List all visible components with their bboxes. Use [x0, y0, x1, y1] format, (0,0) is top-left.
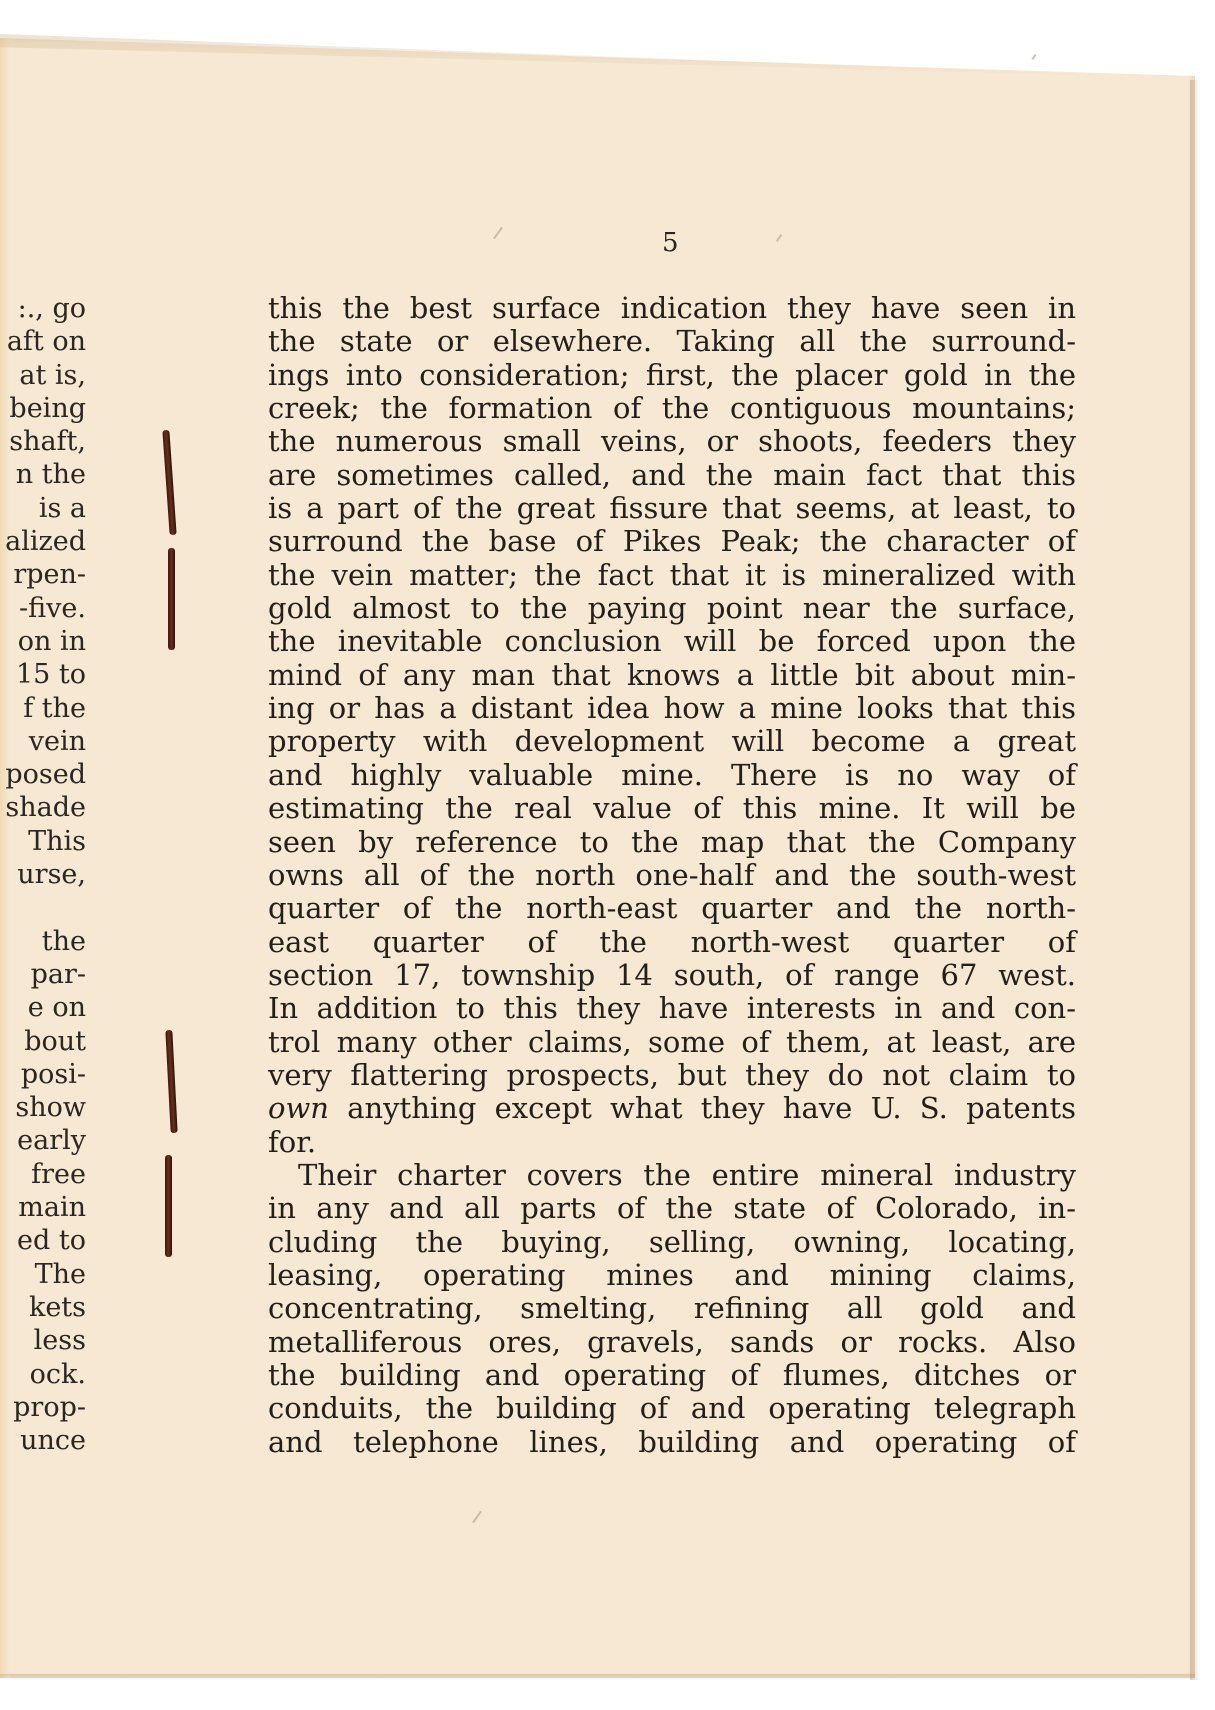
- left-page-line: urse,: [17, 859, 86, 891]
- left-page-line: main: [18, 1192, 86, 1224]
- left-page-line: bout: [24, 1025, 86, 1057]
- left-page-text-fragments: [0, 292, 92, 1457]
- left-page-line: shade: [5, 792, 86, 824]
- body-text: [268, 292, 1076, 1459]
- page-bottom-edge: [0, 1674, 1195, 1680]
- paragraph2-line: conduits, the building of and operating telegraph: [268, 1391, 1076, 1426]
- binding-stitch: [165, 1155, 172, 1257]
- left-page-line: on in: [17, 625, 86, 657]
- left-page-line: less: [33, 1325, 86, 1357]
- body-line: are sometimes called, and the main fact that this: [268, 457, 1076, 492]
- left-page-line: -five.: [19, 592, 86, 624]
- body-line: ing or has a distant idea how a mine looks that this: [268, 691, 1076, 726]
- left-page-line: e on: [27, 992, 86, 1024]
- paragraph2-line: concentrating, smelting, refining all gold and: [268, 1291, 1076, 1326]
- body-line: creek; the formation of the contiguous mountains;: [268, 391, 1076, 426]
- body-line: seen by reference to the map that the Company: [268, 824, 1076, 859]
- left-page-line: alized: [5, 526, 86, 558]
- left-page-line: show: [15, 1092, 86, 1124]
- paragraph2-line: the building and operating of flumes, ditches or: [268, 1358, 1076, 1392]
- paragraph2-line: in any and all parts of the state of Colorado, in-: [268, 1191, 1076, 1226]
- left-page-line: f the: [23, 692, 86, 724]
- left-page-line: kets: [28, 1291, 86, 1323]
- body-line: this the best surface indication they have seen in: [268, 291, 1076, 325]
- binding-stitch: [168, 548, 175, 650]
- paragraph2-line: cluding the buying, selling, owning, locating,: [268, 1224, 1076, 1259]
- body-line: trol many other claims, some of them, at least, are: [268, 1024, 1076, 1059]
- body-line: quarter of the north-east quarter and the north-: [268, 891, 1076, 926]
- body-line: owns all of the north one-half and the south-west: [268, 857, 1076, 892]
- left-page-line: posed: [5, 759, 86, 791]
- left-page-line: is a: [38, 492, 86, 524]
- body-line: section 17, township 14 south, of range 67 west.: [268, 957, 1076, 992]
- paragraph2-line: and telephone lines, building and operating of: [268, 1424, 1076, 1459]
- left-page-line: ed to: [17, 1225, 86, 1257]
- paragraph2-line: metalliferous ores, gravels, sands or rocks. Also: [268, 1324, 1076, 1359]
- body-line: ings into consideration; first, the placer gold in the: [268, 357, 1076, 392]
- left-page-line: posi-: [20, 1058, 86, 1090]
- body-line: the vein matter; the fact that it is mineralized with: [268, 557, 1076, 592]
- left-page-line: free: [31, 1158, 86, 1190]
- body-line: gold almost to the paying point near the surface,: [268, 591, 1076, 626]
- body-line-own: [268, 1092, 1076, 1125]
- left-page-line: vein: [28, 725, 86, 757]
- body-line-for: for.: [268, 1124, 317, 1159]
- left-page-line: at is,: [19, 359, 86, 391]
- left-page-line: 15 to: [15, 659, 86, 691]
- body-line: east quarter of the north-west quarter of: [268, 924, 1076, 959]
- body-line: property with development will become a great: [268, 724, 1076, 759]
- left-page-line: This: [28, 825, 86, 857]
- body-line: is a part of the great fissure that seems, at least, to: [268, 491, 1076, 526]
- body-line: the inevitable conclusion will be forced upon the: [268, 624, 1076, 659]
- page-number: 5: [662, 228, 679, 258]
- page-right-shadow: [1190, 80, 1200, 1680]
- left-page-line: early: [17, 1125, 86, 1157]
- left-page-line: n the: [15, 459, 86, 491]
- body-line: estimating the real value of this mine. It will be: [268, 791, 1076, 826]
- body-line: surround the base of Pikes Peak; the character of: [268, 524, 1076, 559]
- body-line: very flattering prospects, but they do not claim to: [268, 1057, 1076, 1092]
- left-page-line: ock.: [29, 1358, 86, 1390]
- paper-speck: [1031, 54, 1036, 60]
- own-line-rest: anything except what they have U. S. patents: [328, 1091, 1076, 1126]
- left-page-line: The: [34, 1258, 86, 1290]
- paragraph2-line: Their charter covers the entire mineral industry: [298, 1157, 1076, 1192]
- left-page-line: unce: [20, 1425, 86, 1457]
- left-page-line: par-: [30, 958, 86, 990]
- left-page-line: being: [9, 392, 86, 424]
- left-page-line: :., go: [17, 293, 86, 324]
- body-line: mind of any man that knows a little bit about min-: [268, 657, 1076, 692]
- left-page-line: prop-: [13, 1391, 86, 1423]
- left-page-line: [0, 891, 92, 924]
- body-line: and highly valuable mine. There is no way of: [268, 757, 1076, 792]
- paragraph2-line: leasing, operating mines and mining claims,: [268, 1257, 1076, 1292]
- body-line: In addition to this they have interests in and con-: [268, 991, 1076, 1026]
- left-page-line: the: [41, 925, 86, 957]
- left-page-line: aft on: [6, 326, 86, 358]
- left-page-line: shaft,: [9, 426, 86, 458]
- body-line: the state or elsewhere. Taking all the surround-: [268, 324, 1076, 359]
- left-page-line: rpen-: [13, 559, 86, 591]
- italic-own: own: [268, 1091, 329, 1126]
- body-line: the numerous small veins, or shoots, feeders they: [268, 424, 1076, 459]
